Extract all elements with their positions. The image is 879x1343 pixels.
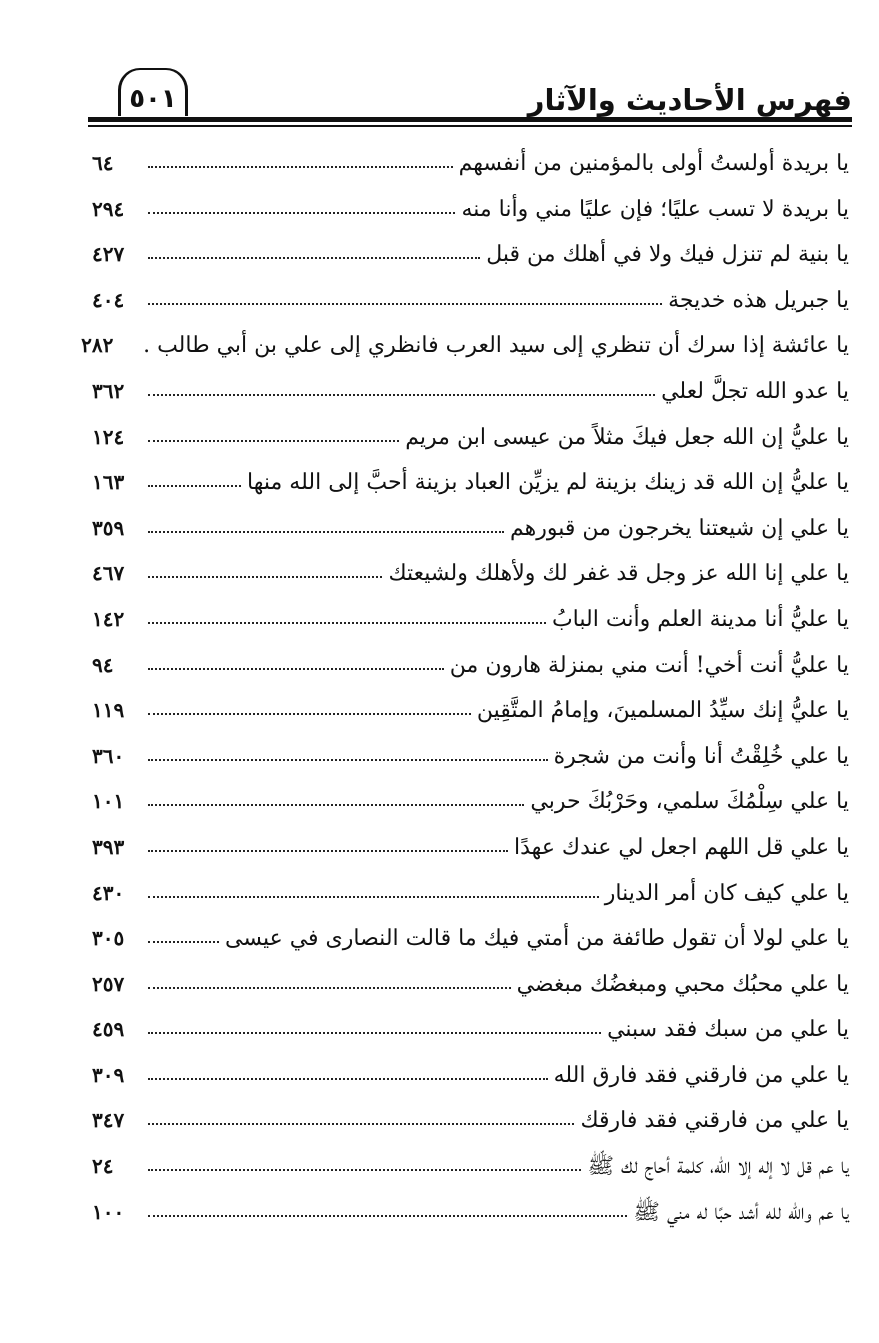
entry-text: يا علي إنا الله عز وجل قد غفر لك ولأهلك ولشيعتك [388,561,849,587]
entry-text: يا علي قل اللهم اجعل لي عندك عهدًا [514,834,849,860]
dot-leader [148,303,662,305]
entry-page-number: ١٦٣ [92,470,125,495]
entry-text: يا عم والله لله أشد حبًا له مني ﷺ [633,1199,849,1225]
index-entry [92,871,849,917]
dot-leader [148,1169,581,1171]
entry-page-number: ٢٤ [92,1154,114,1179]
entry-page-number: ٤٥٩ [92,1017,125,1042]
dot-leader [148,850,508,852]
entry-page-number: ١٠٠ [92,1199,125,1224]
dot-leader [148,485,241,487]
entry-page-number: ٤٣٠ [92,880,125,905]
index-list [81,141,849,1235]
entry-text: يا علي كيف كان أمر الدينار [604,880,849,906]
entry-text: يا عليُّ أنت أخي! أنت مني بمنزلة هارون من [449,652,849,678]
dot-leader [148,1032,601,1034]
entry-page-number: ٢٩٤ [92,196,125,221]
entry-page-number: ٢٥٧ [92,971,125,996]
entry-text: يا علي من فارقني فقد فارق الله [553,1062,849,1088]
entry-page-number: ٣٤٧ [92,1108,125,1133]
index-entry [92,597,849,643]
entry-page-number: ٤٢٧ [92,242,125,267]
entry-page-number: ٢٨٢ [81,333,114,358]
entry-page-number: ٣٩٣ [92,834,125,859]
entry-text: يا علي محبُك محبي ومبغضُك مبغضي [516,971,849,997]
dot-leader [148,257,480,259]
index-entry [92,278,849,324]
entry-text: يا علي من فارقني فقد فارقك [580,1108,849,1134]
entry-text: يا عليُّ إن الله جعل فيكَ مثلاً من عيسى ابن مريم [405,424,849,450]
index-entry [92,1098,849,1144]
entry-page-number: ٣٥٩ [92,515,125,540]
entry-page-number: ٦٤ [92,151,114,175]
entry-page-number: ٣٠٥ [92,926,125,951]
dot-leader [148,212,455,214]
index-entry [92,1053,849,1099]
page-number: ٥٠١ [129,84,177,114]
index-entry [92,1190,849,1236]
entry-text: يا علي سِلْمُكَ سلمي، وحَرْبُكَ حربي [530,789,849,815]
index-entry [92,415,849,461]
index-entry [92,551,849,597]
entry-text: يا علي لولا أن تقول طائفة من أمتي فيك ما قالت النصارى في عيسى [224,926,849,952]
entry-text: يا عليُّ إن الله قد زينك بزينة لم يزيِّن العباد بزينة أحبَّ إلى الله منها [247,470,849,496]
entry-page-number: ١٠١ [92,789,125,814]
index-entry [92,1007,849,1053]
index-entry [92,779,849,825]
page-number-frame [118,68,188,116]
dot-leader [148,1078,548,1080]
entry-page-number: ٣٦٠ [92,743,125,768]
entry-page-number: ١٢٤ [92,424,125,449]
index-entry [92,506,849,552]
entry-page-number: ٣٠٩ [92,1062,125,1087]
page-header [88,66,852,128]
entry-page-number: ٣٦٢ [92,378,125,403]
entry-text: يا علي إن شيعتنا يخرجون من قبورهم [510,515,849,541]
entry-page-number: ١٤٢ [92,606,125,631]
index-entry [92,187,849,233]
dot-leader [148,1215,627,1217]
dot-leader [148,713,471,715]
entry-page-number: ٩٤ [92,652,114,677]
entry-page-number: ١١٩ [92,698,125,723]
dot-leader [148,394,655,396]
index-entry [92,825,849,871]
header-rule-thin [88,125,852,127]
dot-leader [148,166,453,168]
entry-text: يا عليُّ أنا مدينة العلم وأنت البابُ [551,606,849,632]
index-entry [92,460,849,506]
entry-text: يا علي من سبك فقد سبني [607,1017,849,1043]
entry-page-number: ٤٦٧ [92,561,125,586]
index-entry [92,916,849,962]
dot-leader [148,440,399,442]
index-entry [92,643,849,689]
entry-text: يا عدو الله تجلَّ لعلي [661,378,849,404]
index-entry [92,369,849,415]
index-entry [92,141,849,187]
entry-text: يا علي خُلِقْتُ أنا وأنت من شجرة [553,743,849,769]
dot-leader [148,622,546,624]
page-title: فهرس الأحاديث والآثار [527,83,852,117]
index-entry [92,962,849,1008]
entry-text: يا عائشة إذا سرك أن تنظري إلى سيد العرب فانظري إلى علي بن أبي طالب . [143,333,849,359]
dot-leader [148,896,599,898]
entry-page-number: ٤٠٤ [92,287,125,312]
entry-text: يا عم قل لا إله إلا الله، كلمة أحاج لك ﷺ [587,1154,849,1180]
header-rule-thick [88,117,852,122]
index-entry [92,734,849,780]
entry-text: يا جبريل هذه خديجة [668,287,849,313]
entry-text: يا بنية لم تنزل فيك ولا في أهلك من قبل [486,242,849,268]
dot-leader [148,759,548,761]
index-entry [92,688,849,734]
index-entry [81,323,849,369]
dot-leader [148,668,444,670]
dot-leader [148,531,504,533]
dot-leader [148,804,524,806]
index-entry [92,232,849,278]
entry-text: يا عليُّ إنك سيِّدُ المسلمينَ، وإمامُ المتَّقِين [476,698,849,724]
dot-leader [148,987,511,989]
dot-leader [148,941,219,943]
entry-text: يا بريدة أولستُ أولى بالمؤمنين من أنفسهم [458,151,849,176]
dot-leader [148,1123,574,1125]
index-entry [92,1144,849,1190]
entry-text: يا بريدة لا تسب عليًا؛ فإن عليًا مني وأنا منه [461,196,849,222]
dot-leader [148,576,382,578]
